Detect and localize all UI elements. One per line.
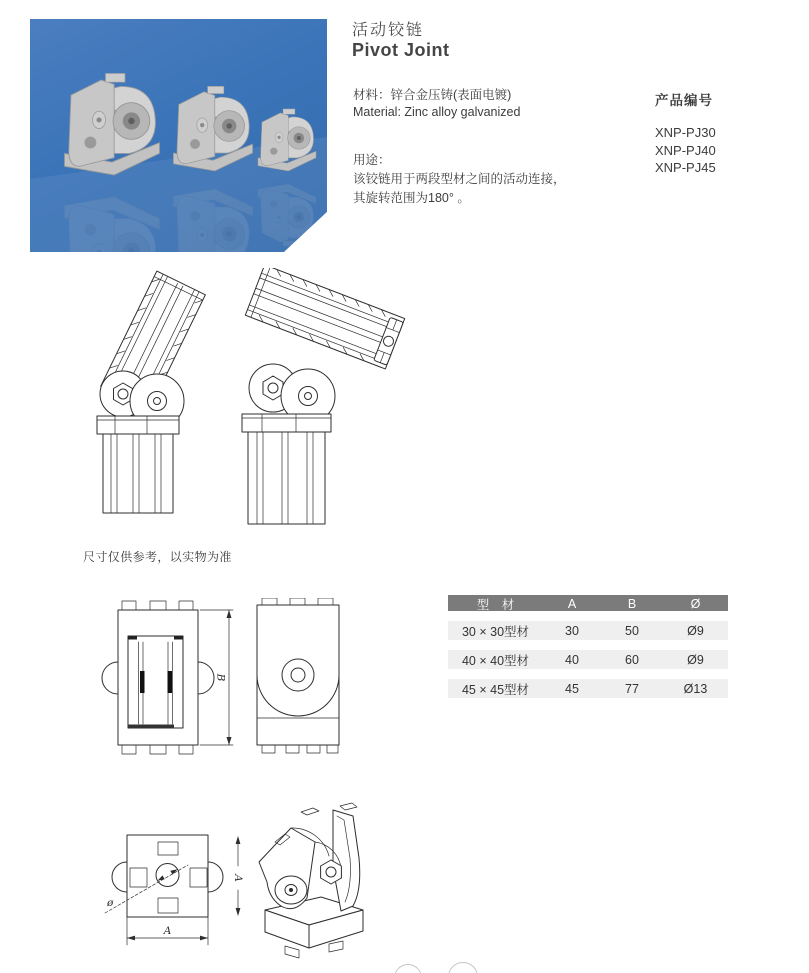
assembly-drawing-left: [85, 268, 245, 525]
usage-line2: 其旋转范围为180° 。: [353, 191, 470, 205]
material-block: [353, 87, 520, 121]
dim-label-a-side: A: [232, 874, 244, 882]
table-cell: 40: [565, 652, 579, 667]
inner-frame: [128, 636, 183, 728]
table-cell: 30: [565, 623, 579, 638]
product-photo: [30, 19, 327, 252]
product-code-label: 产品编号: [655, 93, 713, 108]
pivot-joint-large: [64, 73, 159, 175]
dim-label-diameter: ø: [107, 897, 114, 909]
lower-profile: [248, 432, 325, 524]
product-code: XNP-PJ40: [655, 142, 716, 158]
table-row: [448, 650, 728, 669]
table-cell: 40 × 40型材: [461, 653, 530, 668]
angled-profile-arm: [245, 268, 404, 369]
table-cell: Ø9: [687, 652, 704, 667]
material-en: Material: Zinc alloy galvanized: [353, 105, 521, 119]
pivot-boss-arc: [257, 675, 339, 716]
spec-table: [448, 595, 728, 708]
product-code: XNP-PJ45: [655, 160, 716, 175]
footer-ring: [448, 962, 478, 973]
assembly-drawing-right: [228, 268, 433, 525]
table-cell: Ø9: [687, 623, 704, 638]
pivot-slot-mark: [140, 671, 145, 693]
table-cell: 30 × 30型材: [461, 624, 530, 639]
spec-table-header: [448, 595, 728, 611]
product-codes-block: [655, 89, 716, 177]
table-cell: 77: [625, 681, 639, 696]
dimension-line-b: [200, 610, 233, 745]
pivot-slot-mark: [168, 671, 173, 693]
pivot-hole: [291, 668, 305, 682]
pivot-joints-photo-art: [30, 19, 327, 252]
table-cell: 45: [565, 681, 579, 696]
usage-line1: 该铰链用于两段型材之间的活动连接，: [353, 172, 566, 186]
table-cell: 60: [625, 652, 639, 667]
product-code: XNP-PJ30: [655, 125, 716, 140]
dim-label-b: B: [214, 673, 227, 682]
usage-block: [353, 151, 566, 208]
top-dimension-view: [95, 822, 245, 957]
table-cell: 50: [625, 623, 639, 638]
dim-label-a-bottom: A: [163, 925, 172, 937]
dimension-note: 尺寸仅供参考，以实物为准: [83, 550, 232, 564]
page-title-cn: 活动铰链: [352, 22, 425, 39]
base-clamp: [97, 416, 179, 434]
front-dimension-view: [100, 598, 240, 762]
body-outline: [102, 601, 214, 754]
usage-label: 用途：: [353, 153, 391, 167]
table-cell: Ø13: [683, 681, 708, 696]
pivot-boss-circle: [282, 659, 314, 691]
header-a: A: [567, 597, 577, 611]
dimension-a-side: [232, 836, 244, 916]
lower-profile: [103, 434, 173, 513]
table-row: [448, 679, 728, 698]
base-clamp: [242, 414, 331, 432]
dimension-a-bottom: [127, 917, 208, 945]
header-profile: 型 材: [476, 598, 515, 612]
left-cheek-plate: [259, 808, 341, 909]
header-b: B: [627, 597, 637, 611]
center-hole: [156, 864, 179, 887]
isometric-view: [245, 798, 405, 968]
table-cell: 45 × 45型材: [461, 682, 530, 697]
page-title-en: Pivot Joint: [352, 40, 450, 60]
table-row: [448, 621, 728, 640]
material-cn: 材料：锌合金压铸(表面电镀): [353, 88, 512, 102]
side-dimension-view: [250, 598, 350, 762]
header-dia: Ø: [690, 597, 701, 611]
